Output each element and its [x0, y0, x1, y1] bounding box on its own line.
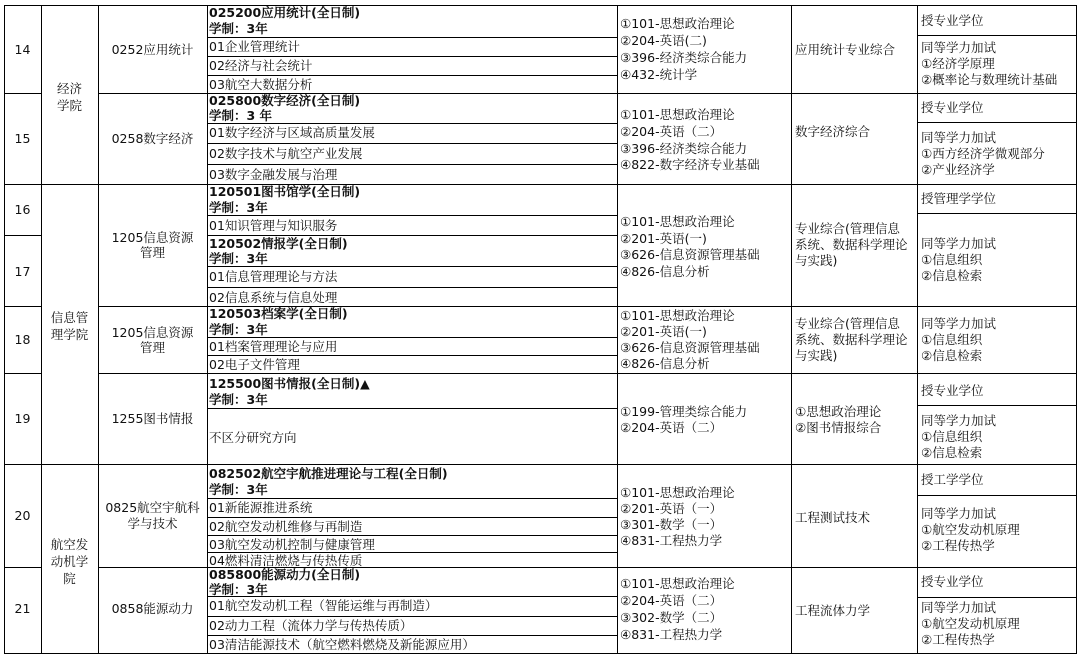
retest-subject: 工程测试技术	[795, 510, 871, 525]
program-duration: 学制：3年	[209, 251, 268, 266]
exam-subject: ②201-英语(一)	[620, 231, 707, 246]
college-name: 经济 学院	[56, 81, 82, 113]
retest-subject: 专业综合(管理信息 系统、数据科学理论 与实践)	[795, 316, 908, 363]
exam-subject: ③302-数学（二）	[620, 610, 723, 625]
row-line	[4, 464, 1077, 465]
sub-line	[207, 164, 617, 165]
row-number: 17	[14, 264, 31, 279]
sub-line	[207, 123, 617, 124]
sub-line	[917, 213, 1077, 214]
equiv-exam: 同等学力加试	[921, 40, 997, 55]
row-number: 16	[14, 202, 31, 217]
program-duration: 学制：3年	[209, 582, 268, 597]
exam-subject: ①101-思想政治理论	[620, 576, 735, 591]
row-number: 19	[14, 411, 31, 426]
retest-subject: ①思想政治理论 ②图书情报综合	[795, 404, 882, 435]
direction-item: 03清洁能源技术（航空燃料燃烧及新能源应用）	[209, 637, 475, 652]
direction-item: 04燃料清洁燃烧与传热传质	[209, 553, 363, 568]
exam-subject: ③301-数学（一）	[620, 517, 723, 532]
exam-subject: ①101-思想政治理论	[620, 485, 735, 500]
row-number: 21	[14, 601, 31, 616]
row-number: 18	[14, 332, 31, 347]
sub-line	[207, 287, 617, 288]
equiv-exam: ①经济学原理	[921, 56, 995, 71]
major-name: 0825航空宇航科 学与技术	[105, 500, 200, 531]
degree-type: 授工学学位	[921, 472, 984, 487]
program-duration: 学制：3年	[209, 482, 268, 497]
major-name: 0252应用统计	[111, 42, 194, 57]
exam-subject: ②201-英语(一)	[620, 324, 707, 339]
equiv-exam: ②信息检索	[921, 268, 983, 283]
direction-item: 不区分研究方向	[209, 430, 297, 445]
equiv-exam: 同等学力加试	[921, 316, 997, 331]
program-title: 120503档案学(全日制)	[209, 306, 348, 321]
exam-subject: ③396-经济类综合能力	[620, 50, 748, 65]
program-duration: 学制：3 年	[209, 108, 273, 123]
equiv-exam: ②产业经济学	[921, 162, 995, 177]
sub-line	[207, 337, 617, 338]
row-number: 15	[14, 131, 31, 146]
equiv-exam: 同等学力加试	[921, 600, 997, 615]
direction-item: 03数字金融发展与治理	[209, 167, 338, 182]
equiv-exam: ②信息检索	[921, 348, 983, 363]
exam-subject: ②204-英语（二）	[620, 420, 723, 435]
program-title: 120502情报学(全日制)	[209, 236, 348, 251]
equiv-exam: ②信息检索	[921, 445, 983, 460]
exam-subject: ④826-信息分析	[620, 264, 710, 279]
equiv-exam: ①信息组织	[921, 332, 983, 347]
degree-type: 授专业学位	[921, 100, 984, 115]
program-duration: 学制：3年	[209, 322, 268, 337]
direction-item: 01信息管理理论与方法	[209, 269, 338, 284]
program-title: 082502航空宇航推进理论与工程(全日制)	[209, 466, 448, 481]
sub-line	[207, 355, 617, 356]
exam-subject: ③396-经济类综合能力	[620, 141, 748, 156]
sub-line	[207, 616, 617, 617]
equiv-exam: ①信息组织	[921, 429, 983, 444]
direction-item: 03航空发动机控制与健康管理	[209, 537, 375, 552]
college-name: 航空发 动机学 院	[50, 537, 89, 586]
sub-line	[207, 635, 617, 636]
exam-subject: ②204-英语（二）	[620, 593, 723, 608]
sub-line	[917, 35, 1077, 36]
program-duration: 学制：3年	[209, 21, 268, 36]
program-title: 085800能源动力(全日制)	[209, 567, 361, 582]
direction-item: 03航空大数据分析	[209, 77, 313, 92]
sub-line	[207, 517, 617, 518]
exam-subject: ①101-思想政治理论	[620, 308, 735, 323]
sub-line	[207, 215, 617, 216]
exam-subject: ①199-管理类综合能力	[620, 404, 748, 419]
major-name: 0258数字经济	[111, 131, 194, 146]
program-duration: 学制：3年	[209, 200, 268, 215]
equiv-exam: ①信息组织	[921, 252, 983, 267]
equiv-exam: ①航空发动机原理	[921, 522, 1020, 537]
exam-subject: ②201-英语（一）	[620, 501, 723, 516]
equiv-exam: ②概率论与数理统计基础	[921, 72, 1058, 87]
sub-line	[917, 122, 1077, 123]
sub-line	[917, 495, 1077, 496]
exam-subject: ③626-信息资源管理基础	[620, 340, 760, 355]
row-line	[4, 567, 41, 568]
direction-item: 01航空发动机工程（智能运维与再制造）	[209, 598, 438, 613]
equiv-exam: 同等学力加试	[921, 413, 997, 428]
college-name: 信息管 理学院	[50, 310, 89, 342]
equiv-exam: ②工程传热学	[921, 632, 995, 647]
major-name: 1205信息资源 管理	[111, 230, 194, 260]
direction-item: 02电子文件管理	[209, 357, 300, 372]
degree-type: 授管理学学位	[921, 191, 997, 206]
program-title: 025800数字经济(全日制)	[209, 93, 361, 108]
row-line	[4, 184, 1077, 185]
program-title: 120501图书馆学(全日制)	[209, 184, 361, 199]
exam-subject: ③626-信息资源管理基础	[620, 247, 760, 262]
exam-subject: ①101-思想政治理论	[620, 107, 735, 122]
major-name: 1255图书情报	[111, 411, 194, 426]
row-line	[98, 373, 1077, 374]
table-border-right	[1076, 5, 1077, 654]
sub-line	[207, 408, 617, 409]
exam-subject: ④826-信息分析	[620, 356, 710, 371]
direction-item: 02航空发动机维修与再制造	[209, 519, 363, 534]
equiv-exam: 同等学力加试	[921, 506, 997, 521]
sub-line	[207, 266, 617, 267]
exam-subject: ②204-英语（二）	[620, 124, 723, 139]
retest-subject: 数字经济综合	[795, 124, 871, 139]
equiv-exam: ②工程传热学	[921, 538, 995, 553]
exam-subject: ④822-数字经济专业基础	[620, 157, 760, 172]
sub-line	[207, 498, 617, 499]
direction-item: 02信息系统与信息处理	[209, 290, 338, 305]
exam-subject: ②204-英语(二)	[620, 33, 707, 48]
sub-line	[207, 596, 617, 597]
sub-line	[207, 143, 617, 144]
sub-line	[207, 37, 617, 38]
exam-subject: ④432-统计学	[620, 67, 698, 82]
sub-line	[917, 405, 1077, 406]
table-border-left	[4, 5, 5, 654]
col-line	[917, 5, 918, 654]
sub-line	[207, 56, 617, 57]
row-line	[4, 373, 41, 374]
equiv-exam: 同等学力加试	[921, 236, 997, 251]
direction-item: 01档案管理理论与应用	[209, 339, 338, 354]
sub-line	[207, 535, 617, 536]
direction-item: 02数字技术与航空产业发展	[209, 146, 363, 161]
row-line	[4, 306, 41, 307]
degree-type: 授专业学位	[921, 383, 984, 398]
degree-type: 授专业学位	[921, 13, 984, 28]
program-duration: 学制：3年	[209, 392, 268, 407]
col-line	[617, 5, 618, 654]
exam-subject: ④831-工程热力学	[620, 627, 723, 642]
col-line	[791, 5, 792, 654]
sub-line	[917, 597, 1077, 598]
col-line	[207, 5, 208, 654]
major-name: 1205信息资源 管理	[111, 325, 194, 355]
retest-subject: 专业综合(管理信息 系统、数据科学理论 与实践)	[795, 221, 908, 268]
direction-item: 01新能源推进系统	[209, 500, 313, 515]
major-name: 0858能源动力	[111, 601, 194, 616]
sub-line	[207, 75, 617, 76]
retest-subject: 应用统计专业综合	[795, 42, 896, 57]
degree-type: 授专业学位	[921, 574, 984, 589]
exam-subject: ①101-思想政治理论	[620, 16, 735, 31]
direction-item: 02动力工程（流体力学与传热传质）	[209, 618, 413, 633]
row-line	[4, 235, 41, 236]
direction-item: 01知识管理与知识服务	[209, 218, 338, 233]
equiv-exam: ①西方经济学微观部分	[921, 146, 1045, 161]
row-number: 14	[14, 42, 31, 57]
exam-subject: ①101-思想政治理论	[620, 214, 735, 229]
retest-subject: 工程流体力学	[795, 603, 871, 618]
direction-item: 01数字经济与区域高质量发展	[209, 125, 375, 140]
row-number: 20	[14, 508, 31, 523]
program-title: 025200应用统计(全日制)	[209, 5, 361, 20]
direction-item: 02经济与社会统计	[209, 58, 313, 73]
row-line	[4, 93, 41, 94]
equiv-exam: ①航空发动机原理	[921, 616, 1020, 631]
direction-item: 01企业管理统计	[209, 39, 300, 54]
program-title: 125500图书情报(全日制)▲	[209, 376, 370, 391]
exam-subject: ④831-工程热力学	[620, 533, 723, 548]
equiv-exam: 同等学力加试	[921, 130, 997, 145]
